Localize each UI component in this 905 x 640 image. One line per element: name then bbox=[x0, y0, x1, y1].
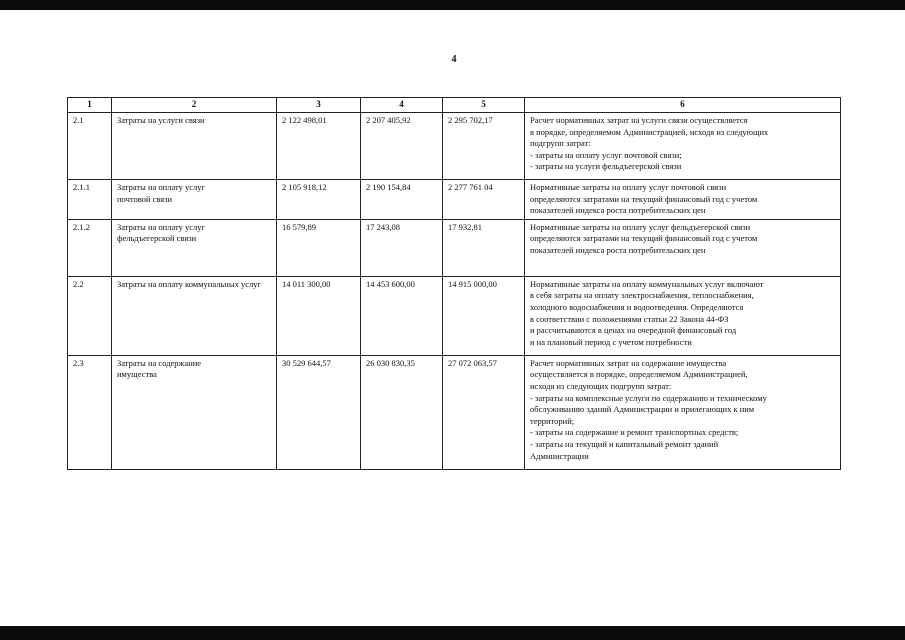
row-code: 2.1.1 bbox=[68, 180, 112, 220]
description-line: - затраты на содержание и ремонт транспортных средств; bbox=[530, 427, 739, 438]
header-col-5: 5 bbox=[443, 98, 525, 113]
description-line: холодного водоснабжения и водоотведения. Определяются bbox=[530, 301, 744, 312]
row-name-text: Затраты на оплату услуг почтовой связи bbox=[117, 182, 206, 204]
description-line: Нормативные затраты на оплату коммунальных услуг включают bbox=[530, 278, 764, 289]
table-row bbox=[68, 219, 841, 276]
description-line: показателей индекса роста потребительских цен bbox=[530, 244, 706, 255]
row-description bbox=[525, 113, 841, 180]
row-name bbox=[112, 113, 277, 180]
row-name-text: Затраты на оплату услуг фельдъегерской связи bbox=[117, 221, 206, 244]
row-value-5: 14 915 000,00 bbox=[443, 276, 525, 355]
row-code: 2.1.2 bbox=[68, 219, 112, 276]
description-line: - затраты на комплексные услуги по содержанию и техническому bbox=[530, 392, 767, 403]
row-value-3: 2 105 918,12 bbox=[277, 180, 361, 220]
row-value-5: 2 295 702,17 bbox=[443, 113, 525, 180]
description-line: - затраты на услуги фельдъегерской связи bbox=[530, 161, 682, 172]
description-line: исходя из следующих подгрупп затрат: bbox=[530, 380, 672, 391]
description-line: и рассчитываются в ценах на очередной финансовый год bbox=[530, 325, 737, 336]
description-line: осуществляется в порядке, определяемом Администрацией, bbox=[530, 369, 748, 380]
header-col-1: 1 bbox=[68, 98, 112, 113]
row-value-4: 2 207 405,92 bbox=[361, 113, 443, 180]
row-value-4: 2 190 154,84 bbox=[361, 180, 443, 220]
row-value-5: 27 072 063,57 bbox=[443, 355, 525, 469]
description-line: территорий; bbox=[530, 415, 575, 426]
description-line: Расчет нормативных затрат на содержание имущества bbox=[530, 357, 727, 368]
description-line: подгрупп затрат: bbox=[530, 138, 591, 149]
row-value-3: 2 122 498,01 bbox=[277, 113, 361, 180]
description-line: в соответствии с положениями статьи 22 Закона 44-ФЗ bbox=[530, 313, 729, 324]
page-number: 4 bbox=[451, 54, 457, 65]
row-value-5: 2 277 761 04 bbox=[443, 180, 525, 220]
description-line: - затраты на оплату услуг почтовой связи; bbox=[530, 149, 682, 160]
row-name bbox=[112, 276, 277, 355]
table-header-row bbox=[68, 98, 841, 113]
row-value-3: 30 529 644,57 bbox=[277, 355, 361, 469]
description-line: определяются затратами на текущий финансовый год с учетом bbox=[530, 233, 758, 244]
row-value-4: 26 030 830,35 bbox=[361, 355, 443, 469]
table-row bbox=[68, 180, 841, 220]
row-value-4: 14 453 600,00 bbox=[361, 276, 443, 355]
description-line: в себя затраты на оплату электроснабжения, теплоснабжения, bbox=[530, 290, 754, 301]
row-description bbox=[525, 219, 841, 276]
description-line: обслуживанию зданий Администрации и прилегающих к ним bbox=[530, 404, 755, 415]
description-line: в порядке, определяемом Администрацией, исходя из следующих bbox=[530, 126, 769, 137]
row-description bbox=[525, 180, 841, 220]
header-col-3: 3 bbox=[277, 98, 361, 113]
description-line: показателей индекса роста потребительских цен bbox=[530, 205, 706, 216]
row-name bbox=[112, 219, 277, 276]
description-line: Администрации bbox=[530, 450, 589, 461]
header-col-2: 2 bbox=[112, 98, 277, 113]
scan-bottom-border bbox=[0, 626, 905, 640]
description-line: Нормативные затраты на оплату услуг фельдъегерской связи bbox=[530, 221, 751, 232]
row-name-text: Затраты на содержание имущества bbox=[117, 357, 202, 380]
row-code: 2.3 bbox=[68, 355, 112, 469]
description-line: определяются затратами на текущий финансовый год с учетом bbox=[530, 193, 758, 204]
row-value-3: 14 011 300,00 bbox=[277, 276, 361, 355]
row-code: 2.1 bbox=[68, 113, 112, 180]
row-value-5: 17 932,81 bbox=[443, 219, 525, 276]
budget-table bbox=[67, 97, 841, 470]
row-description bbox=[525, 276, 841, 355]
row-description bbox=[525, 355, 841, 469]
row-value-4: 17 243,08 bbox=[361, 219, 443, 276]
description-line: и на плановый период с учетом потребности bbox=[530, 336, 692, 347]
header-col-4: 4 bbox=[361, 98, 443, 113]
row-name bbox=[112, 355, 277, 469]
table-row bbox=[68, 113, 841, 180]
row-value-3: 16 579,89 bbox=[277, 219, 361, 276]
table-row bbox=[68, 276, 841, 355]
description-line: Расчет нормативных затрат на услуги связи осуществляется bbox=[530, 115, 748, 125]
row-name-text: Затраты на услуги связи bbox=[117, 115, 205, 125]
header-col-6: 6 bbox=[525, 98, 841, 113]
scan-top-border bbox=[0, 0, 905, 10]
row-name bbox=[112, 180, 277, 220]
description-line: Нормативные затраты на оплату услуг почтовой связи bbox=[530, 182, 727, 192]
row-name-text: Затраты на оплату коммунальных услуг bbox=[117, 278, 261, 289]
table-row bbox=[68, 355, 841, 469]
description-line: - затраты на текущий и капитальный ремонт зданий bbox=[530, 438, 719, 449]
row-code: 2.2 bbox=[68, 276, 112, 355]
